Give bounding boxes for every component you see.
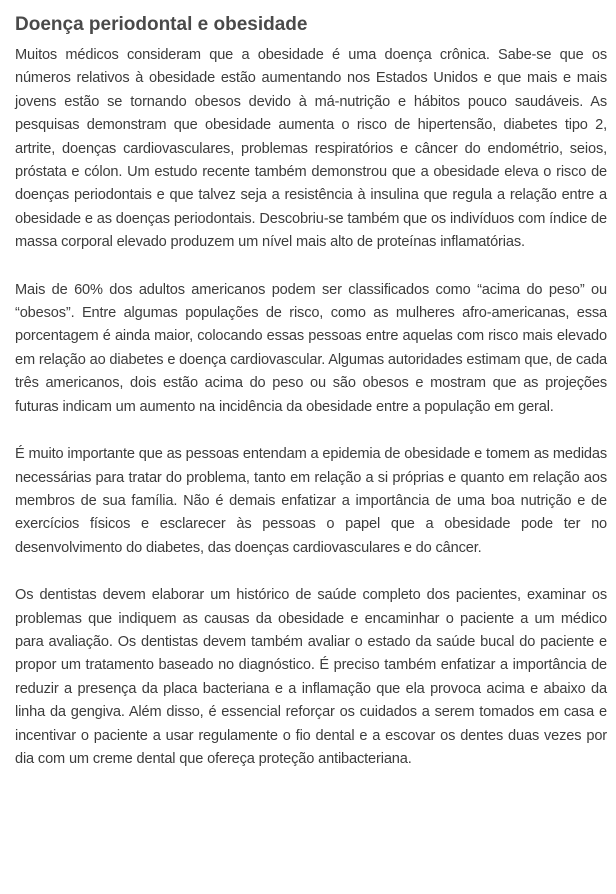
article-paragraph-3: É muito importante que as pessoas entendam a epidemia de obesidade e tomem as medidas necessárias para tratar do problema, tanto em relação a si próprias e quanto em relação aos membros de sua família. Não é demais enfatizar a importância de uma boa nutrição e de exercícios físicos e esclarecer às pessoas o papel que a obesidade pode ter no desenvolvimento do diabetes, das doenças cardiovasculares e do câncer. xyxy=(15,446,607,556)
article xyxy=(15,12,607,771)
article-paragraph-4: Os dentistas devem elaborar um histórico de saúde completo dos pacientes, examinar os problemas que indiquem as causas da obesidade e encaminhar o paciente a um médico para avaliação. Os dentistas devem também avaliar o estado da saúde bucal do paciente e propor um tratamento baseado no diagnóstico. É preciso também enfatizar a importância de reduzir a presença da placa bacteriana e a inflamação que ela provoca acima e abaixo da linha da gengiva. Além disso, é essencial reforçar os cuidados a serem tomados em casa e incentivar o paciente a usar regulamente o fio dental e a escovar os dentes duas vezes por dia com um creme dental que ofereça proteção antibacteriana. xyxy=(15,587,607,767)
article-paragraph-2: Mais de 60% dos adultos americanos podem ser classificados como “acima do peso” ou “obesos”. Entre algumas populações de risco, como as mulheres afro-americanas, essa porcentagem é ainda maior, colocando essas pessoas entre aquelas com risco mais elevado em relação ao diabetes e doença cardiovascular. Algumas autoridades estimam que, de cada três americanos, dois estão acima do peso ou são obesos e mostram que as projeções futuras indicam um aumento na incidência da obesidade entre a população em geral. xyxy=(15,281,607,415)
article-paragraph-1: Muitos médicos consideram que a obesidade é uma doença crônica. Sabe-se que os números relativos à obesidade estão aumentando nos Estados Unidos e que mais e mais jovens estão se tornando obesos devido à má-nutrição e hábitos pouco saudáveis. As pesquisas demonstram que obesidade aumenta o risco de hipertensão, diabetes tipo 2, artrite, doenças cardiovasculares, problemas respiratórios e câncer do endométrio, seios, próstata e cólon. Um estudo recente também demonstrou que a obesidade eleva o risco de doenças periodontais e que talvez seja a resistência à insulina que regula a relação entre a obesidade e as doenças periodontais. Descobriu-se também que os indivíduos com índice de massa corporal elevado produzem um nível mais alto de proteínas inflamatórias. xyxy=(15,47,607,251)
article-title: Doença periodontal e obesidade xyxy=(15,14,308,35)
